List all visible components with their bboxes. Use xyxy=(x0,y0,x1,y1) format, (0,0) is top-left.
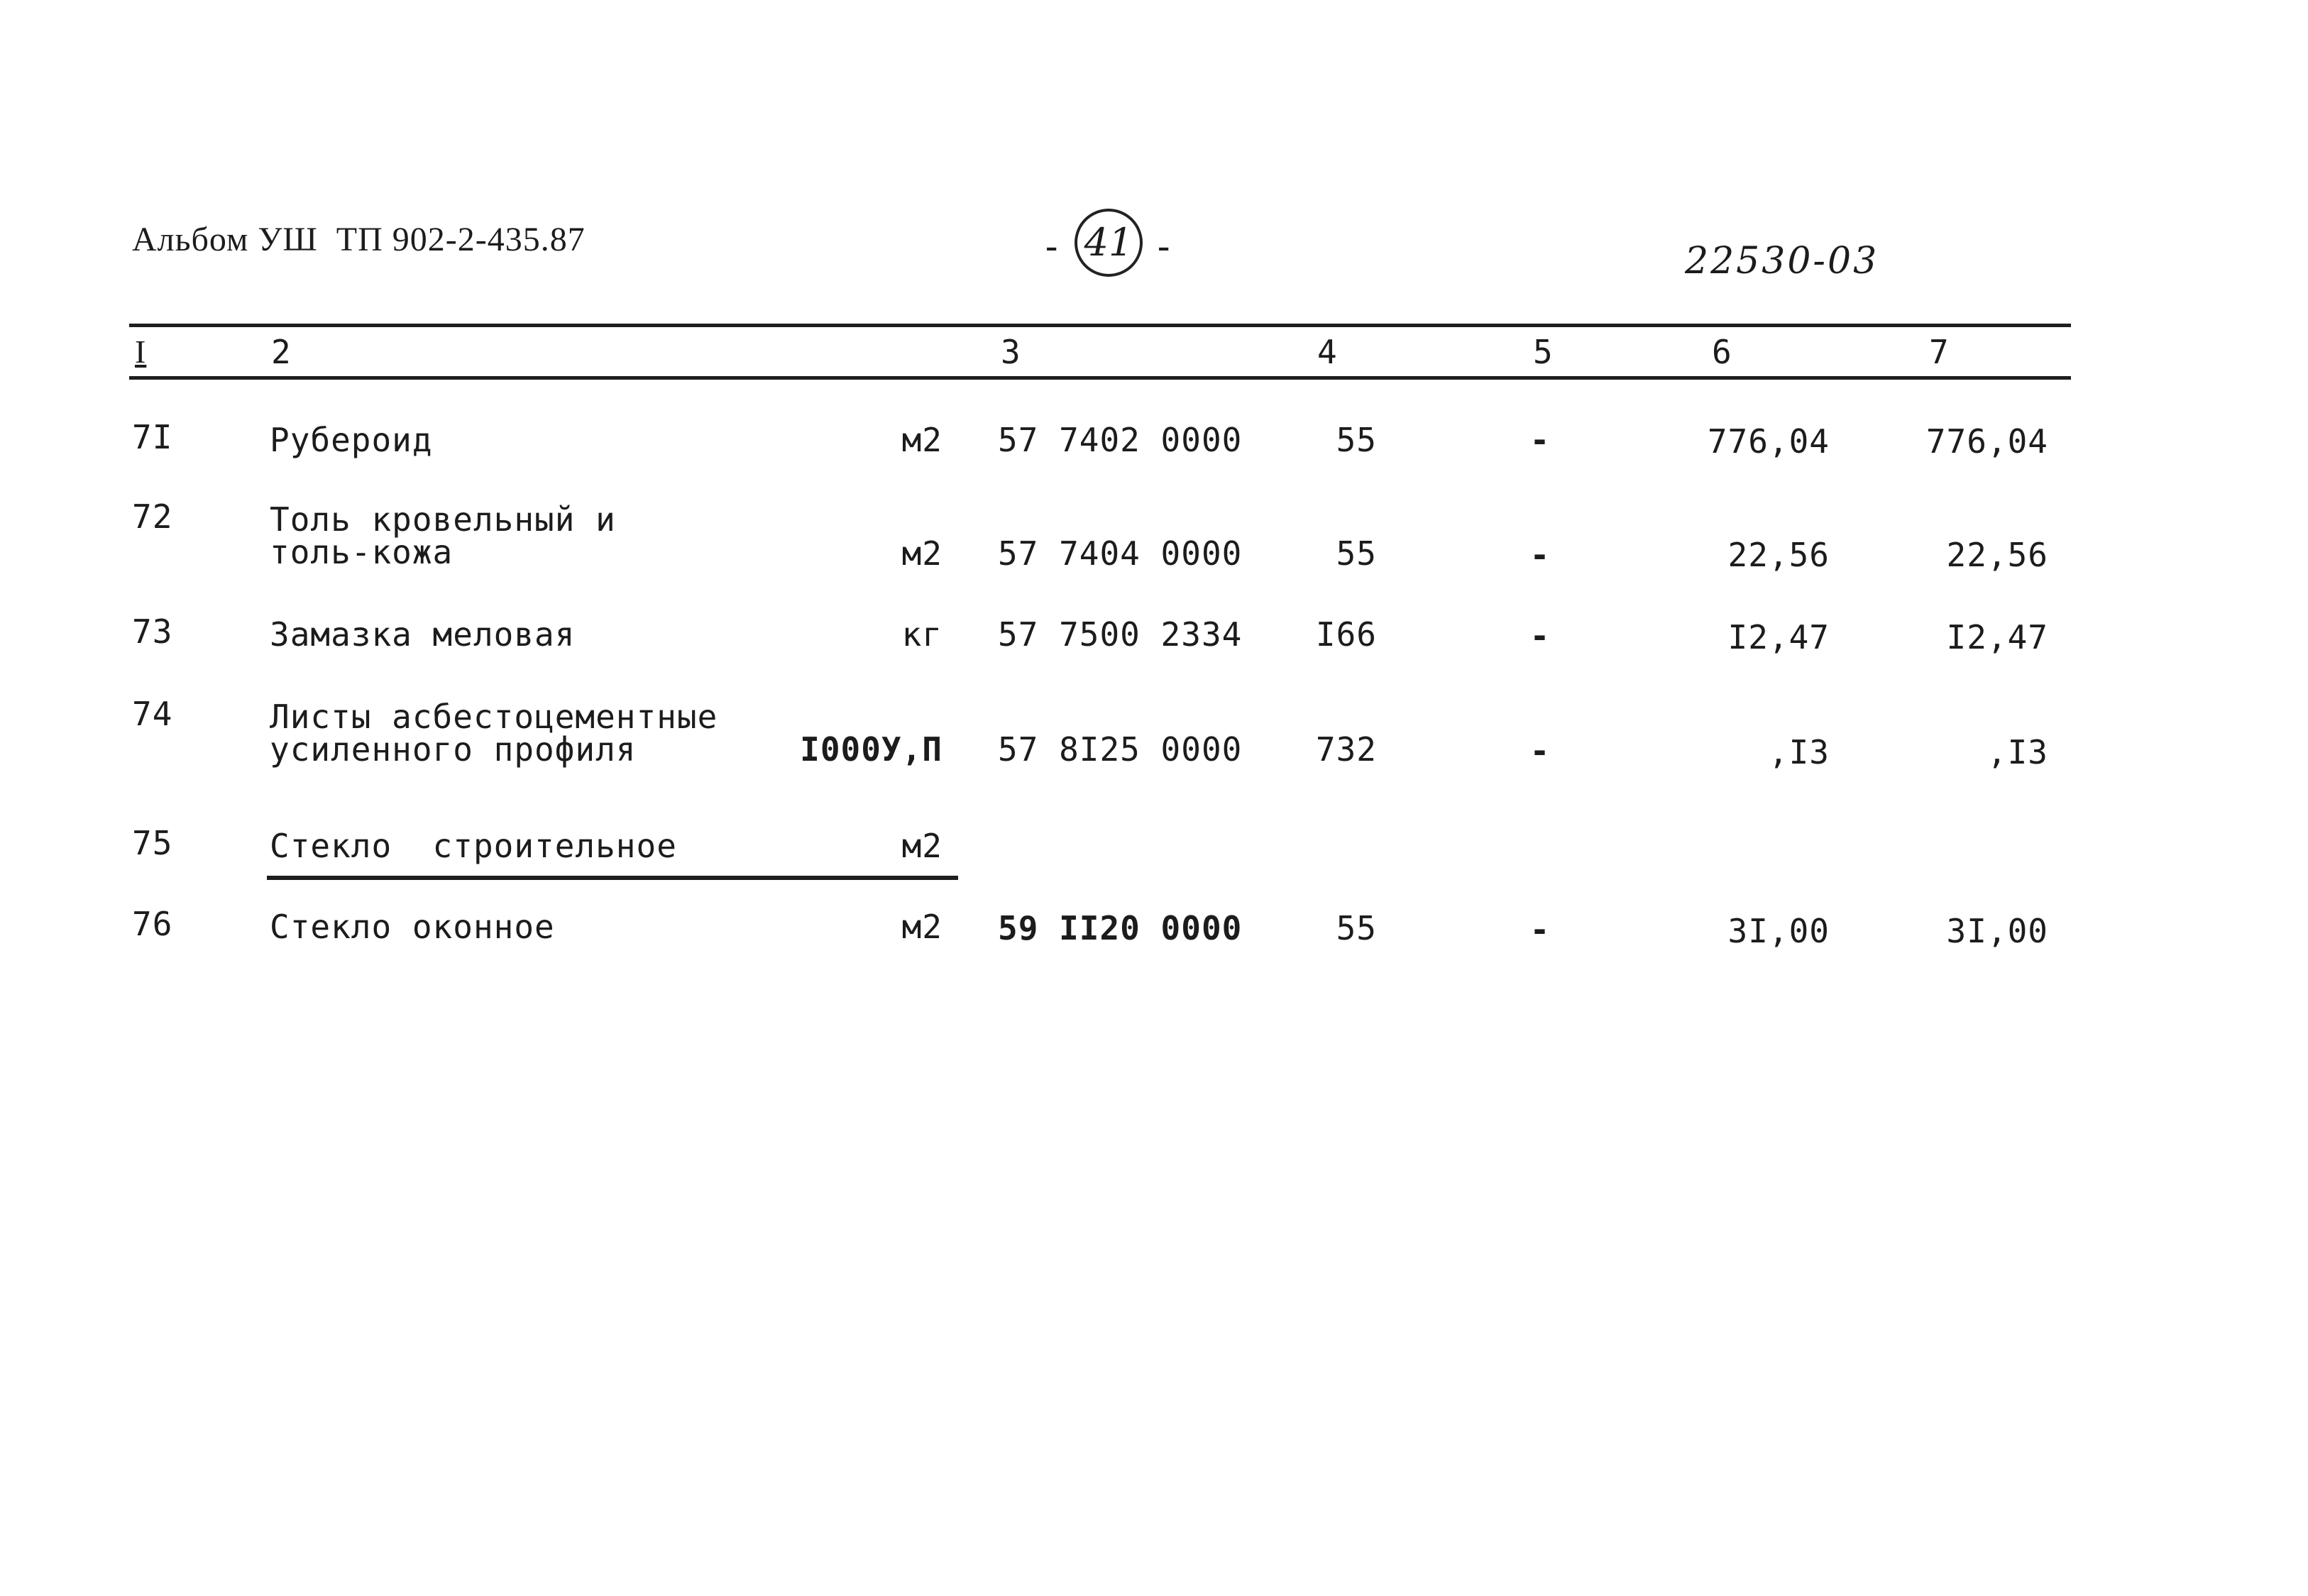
page-number-dash-right: - xyxy=(1153,226,1175,268)
page-number-dash-left: - xyxy=(1040,226,1063,268)
column-5-value: - xyxy=(1529,536,1551,574)
row-number: 74 xyxy=(132,695,173,733)
unit: I000У,П xyxy=(800,730,943,769)
column-5-value: - xyxy=(1529,732,1551,770)
page-number-circle xyxy=(1075,209,1143,277)
material-name: Замазка меловая xyxy=(270,615,576,654)
column-5-value: - xyxy=(1529,617,1551,655)
row-number: 7I xyxy=(132,418,173,456)
row-number: 73 xyxy=(132,612,173,651)
column-number-4: 4 xyxy=(1317,333,1338,371)
section-underline xyxy=(267,876,958,880)
column-5-value: - xyxy=(1529,421,1551,459)
page-number-block xyxy=(1035,206,1177,284)
column-7-value: 22,56 xyxy=(1946,536,2048,574)
material-code: 59 II20 0000 xyxy=(998,909,1243,947)
material-name-line2: усиленного профиля xyxy=(270,730,637,769)
column-7-value: 776,04 xyxy=(1925,422,2048,461)
unit: кг xyxy=(901,615,943,654)
column-number-6: 6 xyxy=(1712,333,1732,371)
material-code: 57 8I25 0000 xyxy=(998,730,1243,769)
unit: м2 xyxy=(901,421,943,459)
table-top-rule xyxy=(129,324,2071,327)
material-name-line1: Толь кровельный и xyxy=(270,500,616,539)
column-4-value: 732 xyxy=(1315,730,1377,769)
column-4-value: 55 xyxy=(1336,421,1377,459)
column-7-value: I2,47 xyxy=(1946,618,2048,656)
table-header-rule xyxy=(129,376,2071,380)
column-6-value: I2,47 xyxy=(1727,618,1830,656)
album-reference: Альбом УШ ТП 902-2-435.87 xyxy=(132,221,586,258)
column-number-3: 3 xyxy=(1001,333,1021,371)
page-number: 41 xyxy=(1084,220,1133,265)
column-5-value: - xyxy=(1529,910,1551,949)
material-code: 57 7404 0000 xyxy=(998,534,1243,573)
column-6-value: 3I,00 xyxy=(1727,912,1830,950)
material-name-line1: Листы асбестоцементные xyxy=(270,698,718,736)
unit: м2 xyxy=(901,534,943,573)
unit: м2 xyxy=(901,827,943,865)
material-name-line2: толь-кожа xyxy=(270,533,454,571)
material-code: 57 7500 2334 xyxy=(998,615,1243,654)
column-number-1: I xyxy=(135,334,147,370)
column-4-value: 55 xyxy=(1336,909,1377,947)
material-name: Рубероид xyxy=(270,421,433,459)
column-4-value: 55 xyxy=(1336,534,1377,573)
unit: м2 xyxy=(901,908,943,946)
row-number: 72 xyxy=(132,497,173,536)
column-7-value: 3I,00 xyxy=(1946,912,2048,950)
column-6-value: ,I3 xyxy=(1768,733,1830,771)
row-number: 76 xyxy=(132,905,173,943)
column-7-value: ,I3 xyxy=(1986,733,2048,771)
row-number: 75 xyxy=(132,824,173,862)
column-number-2: 2 xyxy=(271,333,292,371)
material-name: Стекло оконное xyxy=(270,908,555,946)
column-6-value: 22,56 xyxy=(1727,536,1830,574)
column-6-value: 776,04 xyxy=(1707,422,1830,461)
material-name: Стекло строительное xyxy=(270,827,677,865)
column-4-value: I66 xyxy=(1315,615,1377,654)
column-number-5: 5 xyxy=(1533,333,1554,371)
column-number-7: 7 xyxy=(1929,333,1950,371)
material-code: 57 7402 0000 xyxy=(998,421,1243,459)
document-code: 22530-03 xyxy=(1685,240,1879,282)
